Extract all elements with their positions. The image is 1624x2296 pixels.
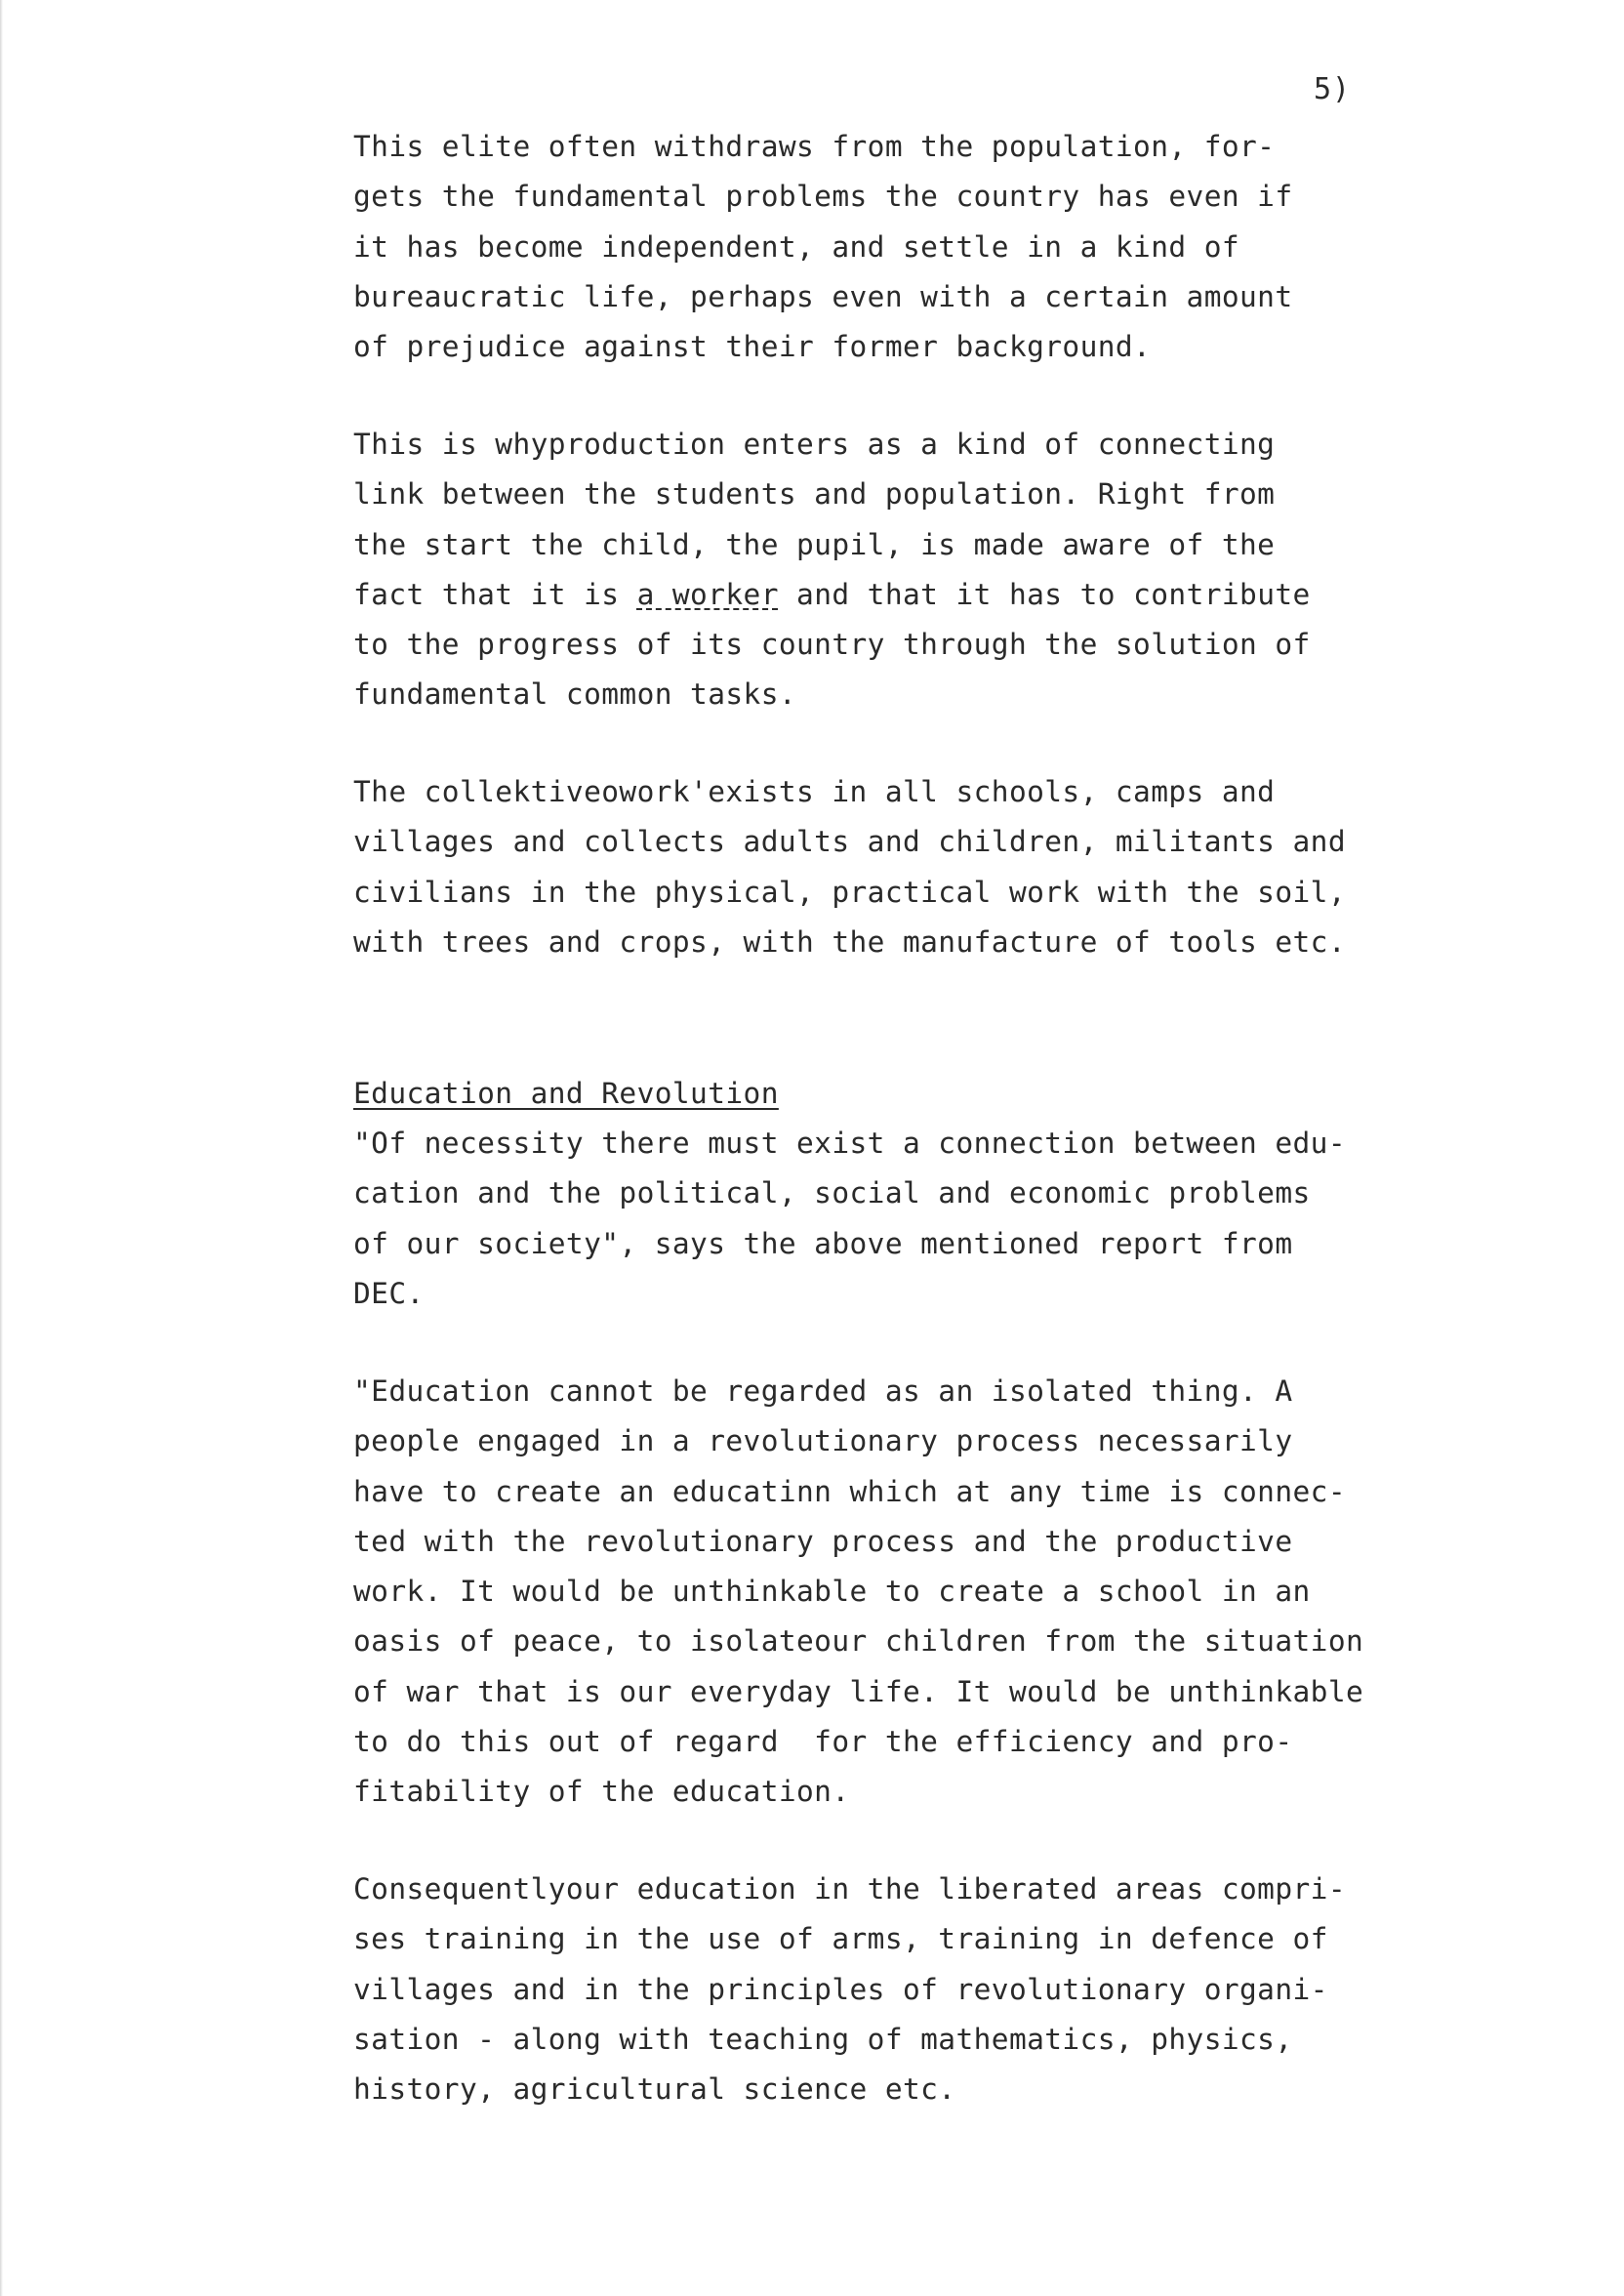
text-line: bureaucratic life, perhaps even with a certain amount bbox=[353, 279, 1293, 313]
text-line: sation - along with teaching of mathematics, physics, bbox=[353, 2022, 1293, 2056]
text-segment: fact that it is bbox=[353, 577, 637, 611]
paragraph-collective-work bbox=[353, 767, 1346, 967]
text-line: civilians in the physical, practical work with the soil, bbox=[353, 875, 1346, 909]
text-line: have to create an educatinn which at any time is connec- bbox=[353, 1474, 1346, 1508]
underlined-phrase: a worker bbox=[636, 577, 779, 611]
text-line: of our society", says the above mentioned report from bbox=[353, 1226, 1293, 1260]
text-line: to the progress of its country through the solution of bbox=[353, 628, 1311, 662]
paragraph-elite bbox=[353, 122, 1293, 372]
paragraph-education-quote bbox=[353, 1367, 1363, 1818]
text-line: villages and in the principles of revolutionary organi- bbox=[353, 1972, 1328, 2006]
text-line: "Of necessity there must exist a connection between edu- bbox=[353, 1127, 1346, 1160]
text-line: cation and the political, social and economic problems bbox=[353, 1176, 1311, 1210]
text-line: DEC. bbox=[353, 1276, 425, 1310]
paragraph-necessity-quote bbox=[353, 1119, 1346, 1319]
text-line: of war that is our everyday life. It would be unthinkable bbox=[353, 1674, 1364, 1708]
text-line: history, agricultural science etc. bbox=[353, 2072, 956, 2107]
text-line: The collektiveowork'exists in all schools, camps and bbox=[353, 775, 1276, 808]
section-heading: Education and Revolution bbox=[353, 1077, 779, 1110]
text-line: ted with the revolutionary process and the productive bbox=[353, 1524, 1293, 1558]
text-line: oasis of peace, to isolateour children from the situation bbox=[353, 1624, 1364, 1659]
page-edge-shadow bbox=[0, 0, 3, 2296]
text-line bbox=[353, 570, 1311, 620]
text-line: villages and collects adults and children, militants and bbox=[353, 825, 1346, 859]
text-line: This is whyproduction enters as a kind of connecting bbox=[353, 428, 1276, 461]
text-line: gets the fundamental problems the country has even if bbox=[353, 180, 1293, 214]
text-line: work. It would be unthinkable to create a school in an bbox=[353, 1575, 1311, 1609]
text-line: "Education cannot be regarded as an isolated thing. A bbox=[353, 1374, 1293, 1408]
text-line: link between the students and population. Right from bbox=[353, 477, 1276, 512]
page-number: 5) bbox=[1314, 72, 1352, 106]
text-line: ses training in the use of arms, training in defence of bbox=[353, 1922, 1328, 1956]
text-line: people engaged in a revolutionary process necessarily bbox=[353, 1424, 1293, 1458]
text-line: the start the child, the pupil, is made aware of the bbox=[353, 527, 1276, 561]
text-line: of prejudice against their former background. bbox=[353, 330, 1152, 364]
paragraph-production bbox=[353, 420, 1311, 720]
text-line: fundamental common tasks. bbox=[353, 677, 797, 712]
text-line: fitability of the education. bbox=[353, 1775, 850, 1809]
text-line: with trees and crops, with the manufacture of tools etc. bbox=[353, 924, 1346, 959]
text-segment: and that it has to contribute bbox=[778, 577, 1311, 611]
text-line: it has become independent, and settle in a kind of bbox=[353, 229, 1240, 264]
paragraph-consequently bbox=[353, 1865, 1346, 2114]
text-line: Consequentlyour education in the liberated areas compri- bbox=[353, 1872, 1346, 1906]
text-line: This elite often withdraws from the population, for- bbox=[353, 130, 1276, 163]
text-line: to do this out of regard for the efficiency and pro- bbox=[353, 1725, 1293, 1759]
